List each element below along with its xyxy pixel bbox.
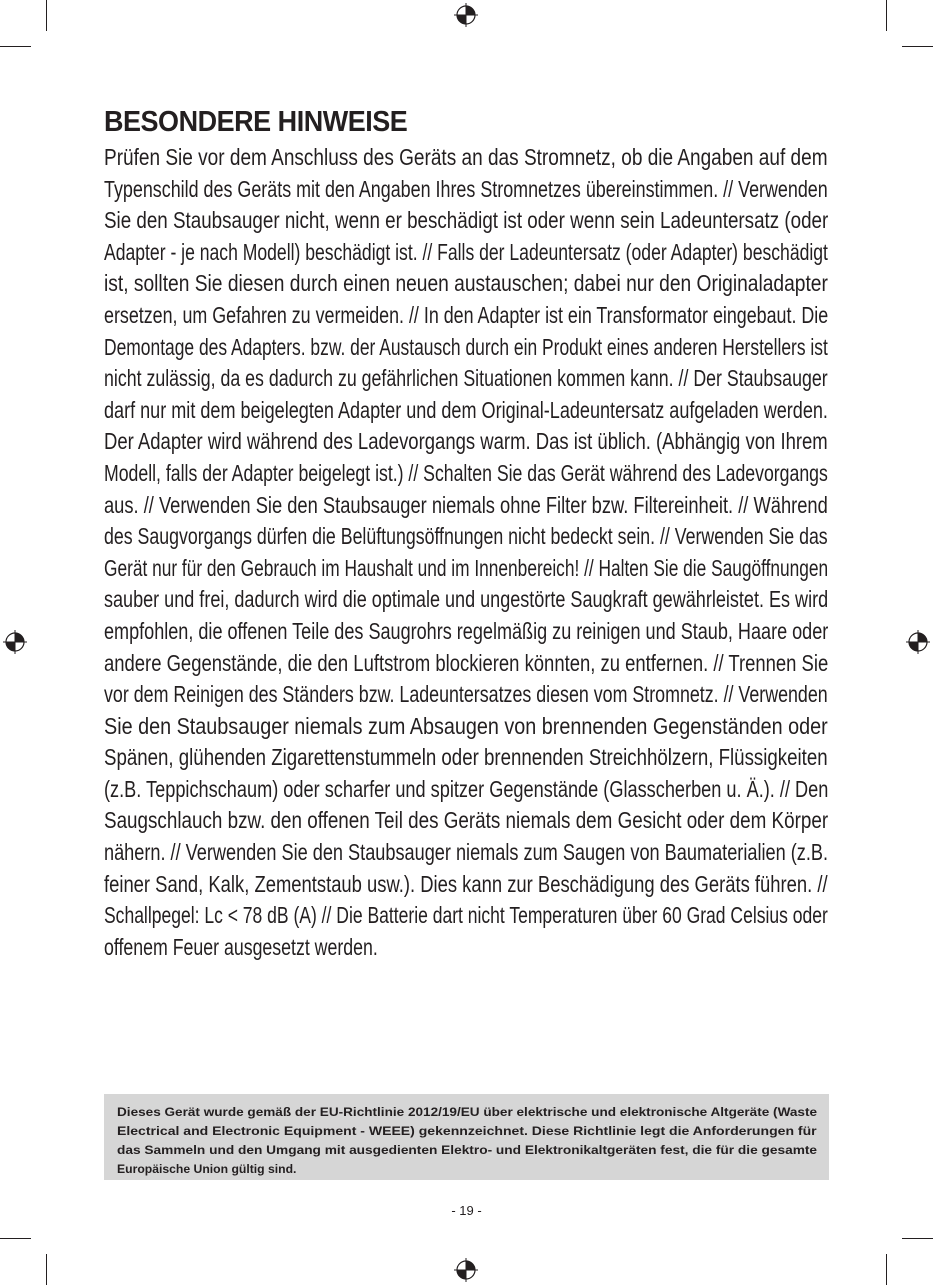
body-line: empfohlen, die offenen Teile des Saugrohrs regelmäßig zu reinigen und Staub, Haare oder	[104, 617, 829, 644]
crop-mark-top-right-horizontal	[902, 46, 933, 47]
body-line: Typenschild des Geräts mit den Angaben Ihres Stromnetzes übereinstimmen. // Verwenden	[104, 175, 828, 202]
body-line: Saugschlauch bzw. den offenen Teil des Geräts niemals dem Gesicht oder dem Körper	[104, 807, 829, 834]
body-line: nähern. // Verwenden Sie den Staubsauger niemals zum Saugen von Baumaterialien (z.B.	[104, 839, 829, 866]
crop-mark-bottom-left-horizontal	[0, 1238, 31, 1239]
notice-line-last: Europäische Union gültig sind.	[117, 1162, 297, 1176]
body-line: des Saugvorgangs dürfen die Belüftungsöffnungen nicht bedeckt sein. // Verwenden Sie das	[104, 523, 828, 550]
body-line: Der Adapter wird während des Ladevorgangs warm. Das ist üblich. (Abhängig von Ihrem	[104, 428, 828, 455]
body-line: vor dem Reinigen des Ständers bzw. Ladeuntersatzes diesen vom Stromnetz. // Verwenden	[104, 681, 828, 708]
body-line: Prüfen Sie vor dem Anschluss des Geräts an das Stromnetz, ob die Angaben auf dem	[104, 144, 828, 170]
registration-crosshair-icon	[905, 629, 931, 655]
crop-mark-top-left-vertical	[46, 0, 47, 31]
body-line: Schallpegel: Lc < 78 dB (A) // Die Batterie dart nicht Temperaturen über 60 Grad Celsius oder	[104, 902, 828, 929]
notice-line: Electrical and Electronic Equipment - WEEE) gekennzeichnet. Diese Richtlinie legt die Anforderungen für	[117, 1124, 817, 1138]
crop-mark-bottom-right-horizontal	[902, 1238, 933, 1239]
body-line: ist, sollten Sie diesen durch einen neuen austauschen; dabei nur den Originaladapter	[104, 270, 828, 297]
body-line: ersetzen, um Gefahren zu vermeiden. // In den Adapter ist ein Transformator eingebaut. Die	[104, 301, 829, 328]
crop-mark-top-right-vertical	[886, 0, 887, 31]
body-line: Modell, falls der Adapter beigelegt ist.) // Schalten Sie das Gerät während des Ladevorgangs	[104, 459, 828, 486]
crop-mark-bottom-left-vertical	[46, 1254, 47, 1285]
section-heading: BESONDERE HINWEISE	[104, 106, 408, 138]
weee-notice-box	[104, 1094, 829, 1180]
notice-line: Dieses Gerät wurde gemäß der EU-Richtlinie 2012/19/EU über elektrische und elektronische Altgeräte (Waste	[117, 1105, 818, 1119]
body-line: Demontage des Adapters. bzw. der Austausch durch ein Produkt eines anderen Herstellers ist	[104, 333, 828, 360]
body-paragraph	[104, 142, 828, 963]
body-line: aus. // Verwenden Sie den Staubsauger niemals ohne Filter bzw. Filtereinheit. // Während	[104, 491, 828, 518]
body-line: andere Gegenstände, die den Luftstrom blockieren könnten, zu entfernen. // Trennen Sie	[104, 649, 829, 676]
body-line: Sie den Staubsauger niemals zum Absaugen von brennenden Gegenständen oder	[104, 712, 828, 739]
body-line: Adapter - je nach Modell) beschädigt ist. // Falls der Ladeuntersatz (oder Adapter) beschädigt	[104, 238, 828, 265]
registration-crosshair-icon	[2, 629, 28, 655]
registration-crosshair-icon	[453, 1257, 479, 1283]
body-line: Gerät nur für den Gebrauch im Haushalt und im Innenbereich! // Halten Sie die Saugöffnungen	[104, 554, 829, 581]
registration-crosshair-icon	[453, 2, 479, 28]
body-line: nicht zulässig, da es dadurch zu gefährlichen Situationen kommen kann. // Der Staubsauger	[104, 365, 828, 392]
notice-line: das Sammeln und den Umgang mit ausgedienten Elektro- und Elektronikaltgeräten fest, die für die gesamte	[117, 1143, 818, 1157]
body-line: sauber und frei, dadurch wird die optimale und ungestörte Saugkraft gewährleistet. Es wird	[104, 586, 829, 613]
body-line: Sie den Staubsauger nicht, wenn er beschädigt ist oder wenn sein Ladeuntersatz (oder	[104, 207, 829, 234]
body-line: feiner Sand, Kalk, Zementstaub usw.). Dies kann zur Beschädigung des Geräts führen. //	[104, 870, 828, 897]
body-line: darf nur mit dem beigelegten Adapter und dem Original-Ladeuntersatz aufgeladen werden.	[104, 396, 828, 423]
crop-mark-top-left-horizontal	[0, 46, 31, 47]
body-line: (z.B. Teppichschaum) oder scharfer und spitzer Gegenstände (Glasscherben u. Ä.). // Den	[104, 775, 829, 802]
body-line-last: offenem Feuer ausgesetzt werden.	[104, 933, 378, 960]
page-number: - 19 -	[451, 1203, 482, 1218]
crop-mark-bottom-right-vertical	[886, 1254, 887, 1285]
body-line: Spänen, glühenden Zigarettenstummeln oder brennenden Streichhölzern, Flüssigkeiten	[104, 744, 828, 771]
